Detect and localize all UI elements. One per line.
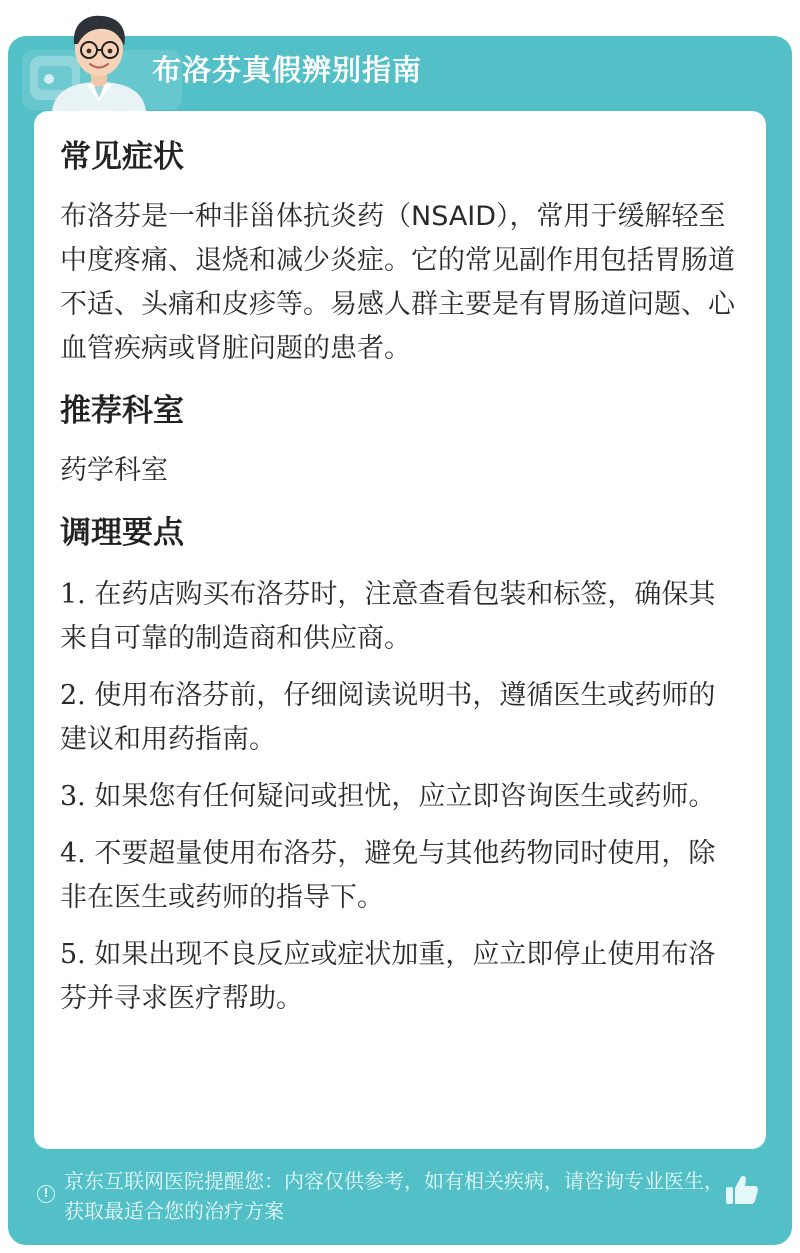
- care-tips-list: [60, 573, 740, 1021]
- tip-text: 不要超量使用布洛芬，避免与其他药物同时使用，除非在医生或药师的指导下。: [60, 838, 716, 913]
- section-title-care: 调理要点: [60, 515, 184, 551]
- tip-text: 使用布洛芬前，仔细阅读说明书，遵循医生或药师的建议和用药指南。: [60, 680, 716, 755]
- info-icon: !: [37, 1185, 55, 1203]
- section-title-department: 推荐科室: [60, 393, 184, 429]
- care-tip: [60, 573, 740, 661]
- tip-text: 如果出现不良反应或症状加重，应立即停止使用布洛芬并寻求医疗帮助。: [60, 939, 716, 1014]
- tip-text: 如果您有任何疑问或担忧，应立即咨询医生或药师。: [94, 781, 716, 812]
- tip-number: 4.: [60, 838, 86, 869]
- tip-number: 5.: [60, 939, 86, 970]
- department-text: 药学科室: [60, 455, 168, 486]
- section-title-symptoms: 常见症状: [60, 139, 184, 175]
- tip-number: 1.: [60, 579, 86, 610]
- care-tip: [60, 674, 740, 762]
- symptoms-text: 布洛芬是一种非甾体抗炎药（NSAID），常用于缓解轻至中度疼痛、退烧和减少炎症。它的常见副作用包括胃肠道不适、头痛和皮疹等。易感人群主要是有胃肠道问题、心血管疾病或肾脏问题的患者。: [60, 201, 735, 364]
- care-tip: [60, 775, 740, 819]
- tip-number: 2.: [60, 680, 86, 711]
- tip-text: 在药店购买布洛芬时，注意查看包装和标签，确保其来自可靠的制造商和供应商。: [60, 579, 716, 654]
- doctor-avatar: [44, 6, 154, 112]
- care-tip: [60, 832, 740, 920]
- footer-disclaimer: 京东互联网医院提醒您：内容仅供参考，如有相关疾病，请咨询专业医生，获取最适合您的治疗方案: [64, 1169, 724, 1223]
- care-tip: [60, 933, 740, 1021]
- tip-number: 3.: [60, 781, 86, 812]
- thumbs-up-icon[interactable]: [724, 1172, 760, 1208]
- page-title: 布洛芬真假辨别指南: [152, 53, 423, 87]
- content-card: [34, 111, 766, 1149]
